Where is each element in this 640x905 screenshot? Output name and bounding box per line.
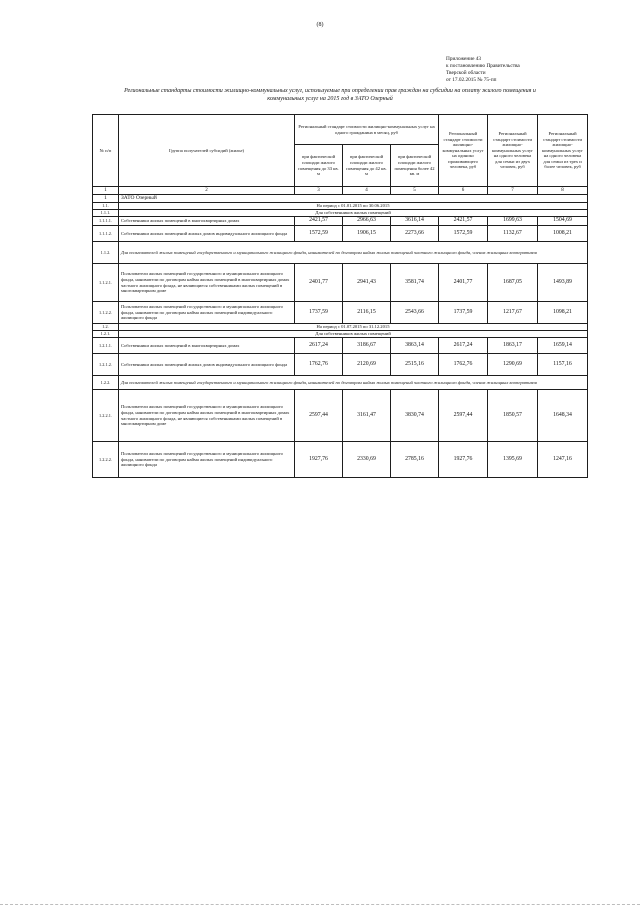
header-area-42-plus: при фактической площади жилого помещения более 42 кв. м <box>391 145 439 187</box>
value-cell: 2617,24 <box>295 338 343 354</box>
table-row <box>93 390 588 442</box>
index-cell: 7 <box>488 187 538 195</box>
table-row <box>93 302 588 324</box>
row-label: Собственники жилых помещений жилых домов индивидуального жилищного фонда <box>119 226 295 242</box>
subgroup-label: Для собственников жилых помещений <box>119 210 588 217</box>
value-cell: 1659,14 <box>538 338 588 354</box>
value-cell: 1863,17 <box>488 338 538 354</box>
value-cell: 1687,05 <box>488 264 538 302</box>
row-label: Собственники жилых помещений в многоквартирных домах <box>119 217 295 226</box>
header-group: Группа получателей субсидий (жилье) <box>119 115 295 187</box>
header-standard-family3: Региональный стандарт стоимости жилищно-коммунальных услуг на одного человека для семьи из трех и более человек, руб <box>538 115 588 187</box>
header-standard-total: Региональный стандарт стоимости жилищно-коммунальных услуг на одного гражданина в месяц, руб <box>295 115 439 145</box>
value-cell: 1493,89 <box>538 264 588 302</box>
header-area-42: при фактической площади жилого помещения до 42 кв. м <box>343 145 391 187</box>
subgroup-code: 1.2.1. <box>93 331 119 338</box>
value-cell: 1290,69 <box>488 354 538 376</box>
table-row <box>93 217 588 226</box>
value-cell: 2421,57 <box>439 217 488 226</box>
value-cell: 1648,34 <box>538 390 588 442</box>
index-cell: 3 <box>295 187 343 195</box>
value-cell: 1504,69 <box>538 217 588 226</box>
row-label: Пользователи жилых помещений государственного и муниципального жилищного фонда, наниматели по договорам найма жилых помещений в многоквартирных домах частного жилищного фонда, не являющиеся собственниками жилых помещений в многоквартирном доме <box>119 390 295 442</box>
value-cell: 2116,15 <box>343 302 391 324</box>
value-cell: 1008,21 <box>538 226 588 242</box>
table-row <box>93 338 588 354</box>
period-code: 1.2. <box>93 324 119 331</box>
value-cell: 2120,69 <box>343 354 391 376</box>
value-cell: 1850,57 <box>488 390 538 442</box>
value-cell: 1217,67 <box>488 302 538 324</box>
scan-edge <box>0 896 640 905</box>
attachment-line: Приложение 43 <box>446 56 482 62</box>
value-cell: 3616,14 <box>391 217 439 226</box>
subgroup-code: 1.1.1. <box>93 210 119 217</box>
value-cell: 1762,76 <box>295 354 343 376</box>
header-standard-family2: Региональный стандарт стоимости жилищно-коммунальных услуг на одного человека для семьи из двух человек, руб <box>488 115 538 187</box>
note-code: 1.2.2. <box>93 376 119 390</box>
value-cell: 2515,16 <box>391 354 439 376</box>
value-cell: 3581,74 <box>391 264 439 302</box>
header-num: № п/п <box>93 115 119 187</box>
value-cell: 1098,21 <box>538 302 588 324</box>
value-cell: 2617,24 <box>439 338 488 354</box>
index-cell: 6 <box>439 187 488 195</box>
row-code: 1.1.1.1. <box>93 217 119 226</box>
index-cell: 1 <box>93 187 119 195</box>
value-cell: 2543,66 <box>391 302 439 324</box>
attachment-header <box>446 56 596 84</box>
row-label: Пользователи жилых помещений государственного и муниципального жилищного фонда, наниматели по договорам найма жилых помещений индивидуального жилищного фонда <box>119 442 295 478</box>
row-code: 1.2.1.1. <box>93 338 119 354</box>
table-row <box>93 442 588 478</box>
value-cell: 1395,69 <box>488 442 538 478</box>
period-label: На период с 01.01.2015 по 30.06.2015 <box>119 203 588 210</box>
value-cell: 1572,59 <box>295 226 343 242</box>
value-cell: 3161,47 <box>343 390 391 442</box>
attachment-line: от 17.02.2015 № 75-пп <box>446 77 497 83</box>
row-code: 1.1.2.2. <box>93 302 119 324</box>
row-label: Собственники жилых помещений жилых домов индивидуального жилищного фонда <box>119 354 295 376</box>
header-standard-single: Региональный стандарт стоимости жилищно-коммунальных услуг на одиноко проживающего человека, руб <box>439 115 488 187</box>
index-cell: 4 <box>343 187 391 195</box>
subgroup-label: Для собственников жилых помещений <box>119 331 588 338</box>
value-cell: 1906,15 <box>343 226 391 242</box>
attachment-line: к постановлению Правительства <box>446 63 520 69</box>
note-code: 1.1.2. <box>93 242 119 264</box>
attachment-line: Тверской области <box>446 70 486 76</box>
value-cell: 1737,59 <box>439 302 488 324</box>
note-text: Для пользователей жилых помещений государственного и муниципального жилищного фонда, нанимателей по договорам найма жилых помещений частного жилищного фонда, членов жилищных кооперативов <box>119 242 588 264</box>
row-label: Пользователи жилых помещений государственного и муниципального жилищного фонда, наниматели по договорам найма жилых помещений в многоквартирных домах частного жилищного фонда, не являющиеся собственниками жилых помещений в многоквартирном доме <box>119 264 295 302</box>
index-cell: 8 <box>538 187 588 195</box>
index-cell: 5 <box>391 187 439 195</box>
row-code: 1.1.1.2. <box>93 226 119 242</box>
value-cell: 1572,59 <box>439 226 488 242</box>
section-label: ЗАТО Озерный <box>119 195 588 203</box>
value-cell: 2597,44 <box>295 390 343 442</box>
table-row <box>93 264 588 302</box>
value-cell: 1132,67 <box>488 226 538 242</box>
value-cell: 2785,16 <box>391 442 439 478</box>
standards-table <box>92 114 588 478</box>
value-cell: 2330,69 <box>343 442 391 478</box>
value-cell: 1762,76 <box>439 354 488 376</box>
row-label: Собственники жилых помещений в многоквартирных домах <box>119 338 295 354</box>
value-cell: 1157,16 <box>538 354 588 376</box>
header-area-33: при фактической площади жилого помещения до 33 кв. м <box>295 145 343 187</box>
value-cell: 2941,43 <box>343 264 391 302</box>
period-label: На период с 01.07.2015 по 31.12.2015 <box>119 324 588 331</box>
value-cell: 2597,44 <box>439 390 488 442</box>
value-cell: 2966,63 <box>343 217 391 226</box>
document-title: Региональные стандарты стоимости жилищно-коммунальных услуг, используемые при определении прав граждан на субсидии на оплату жилого помещения и коммунальных услуг на 2015 год в ЗАТО Озерный <box>124 88 536 102</box>
value-cell: 1247,16 <box>538 442 588 478</box>
value-cell: 3830,74 <box>391 390 439 442</box>
value-cell: 3863,14 <box>391 338 439 354</box>
value-cell: 2401,77 <box>439 264 488 302</box>
value-cell: 3186,67 <box>343 338 391 354</box>
row-code: 1.2.2.1. <box>93 390 119 442</box>
row-code: 1.2.1.2. <box>93 354 119 376</box>
value-cell: 1699,63 <box>488 217 538 226</box>
table-row <box>93 354 588 376</box>
section-code: 1 <box>93 195 119 203</box>
period-code: 1.1. <box>93 203 119 210</box>
value-cell: 2401,77 <box>295 264 343 302</box>
note-text: Для пользователей жилых помещений государственного и муниципального жилищного фонда, нанимателей по договорам найма жилых помещений частного жилищного фонда, членов жилищных кооперативов <box>119 376 588 390</box>
row-code: 1.2.2.2. <box>93 442 119 478</box>
index-cell: 2 <box>119 187 295 195</box>
value-cell: 1927,76 <box>439 442 488 478</box>
value-cell: 2273,66 <box>391 226 439 242</box>
row-label: Пользователи жилых помещений государственного и муниципального жилищного фонда, наниматели по договорам найма жилых помещений индивидуального жилищного фонда <box>119 302 295 324</box>
table-row <box>93 226 588 242</box>
page-number: (8) <box>316 22 324 28</box>
row-code: 1.1.2.1. <box>93 264 119 302</box>
value-cell: 1927,76 <box>295 442 343 478</box>
value-cell: 1737,59 <box>295 302 343 324</box>
value-cell: 2421,57 <box>295 217 343 226</box>
standards-table-wrapper <box>92 114 587 478</box>
